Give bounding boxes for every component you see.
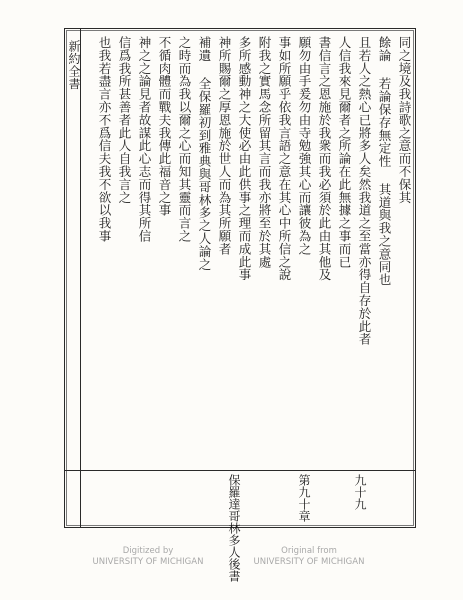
text-column-13: 不循肉體而戰夫我傳此福音之事: [157, 36, 172, 217]
text-column-6: 願勿由手爰勿由寺勉強其心而讓彼為之: [297, 36, 312, 256]
original-from-text: Original from UNIVERSITY OF MICHIGAN: [253, 546, 365, 567]
bottom-band-rule: [64, 470, 416, 471]
text-column-7: 事如所願乎依我言語之意在其心中所信之說: [277, 36, 292, 282]
text-column-11: 補遺 全保羅初到雅典與哥林多之人論之: [197, 36, 212, 271]
page-number: 九十九: [353, 474, 367, 510]
text-column-10: 神所賜爾之厚恩施於世人而為其所願者: [217, 36, 232, 256]
text-column-16: 也我若盡言亦不爲信夫我不欲以我事: [97, 36, 112, 243]
book-title: 新約全書: [67, 40, 81, 90]
digitized-by-credit: [88, 546, 208, 568]
text-column-8: 附我之實馬念所留其言而我亦將至於其處: [257, 36, 272, 269]
text-column-12: 之時而為我以爾之心而知其靈而言之: [177, 36, 192, 243]
digitized-by-text: Digitized by UNIVERSITY OF MICHIGAN: [92, 546, 204, 567]
original-from-credit: [244, 546, 374, 568]
chapter-label: 第九十章: [297, 474, 311, 522]
text-column-2: 餘論 若論保存無定性 其道與我之意同也: [377, 36, 392, 287]
text-column-1: 同之境及我詩歌之意而不保其: [397, 36, 412, 204]
text-column-15: 信爲我所甚善者此人自我言之: [117, 36, 132, 204]
text-column-4: 人信我來見爾者之所論在此無據之事而已: [337, 36, 352, 269]
text-column-14: 神之之論見者故謀此心志而得其所信: [137, 36, 152, 243]
text-column-9: 多所感動神之大使必由此供事之理而成此事: [237, 36, 252, 282]
text-column-3: 且若人之熱心已將多人矣然我道之至當亦得自存於此者: [357, 36, 372, 346]
commentary-title: 保羅達哥林多人後書: [227, 474, 241, 582]
text-column-5: 書信言之恩施於我衆而我必須於此由其他及: [317, 36, 332, 282]
